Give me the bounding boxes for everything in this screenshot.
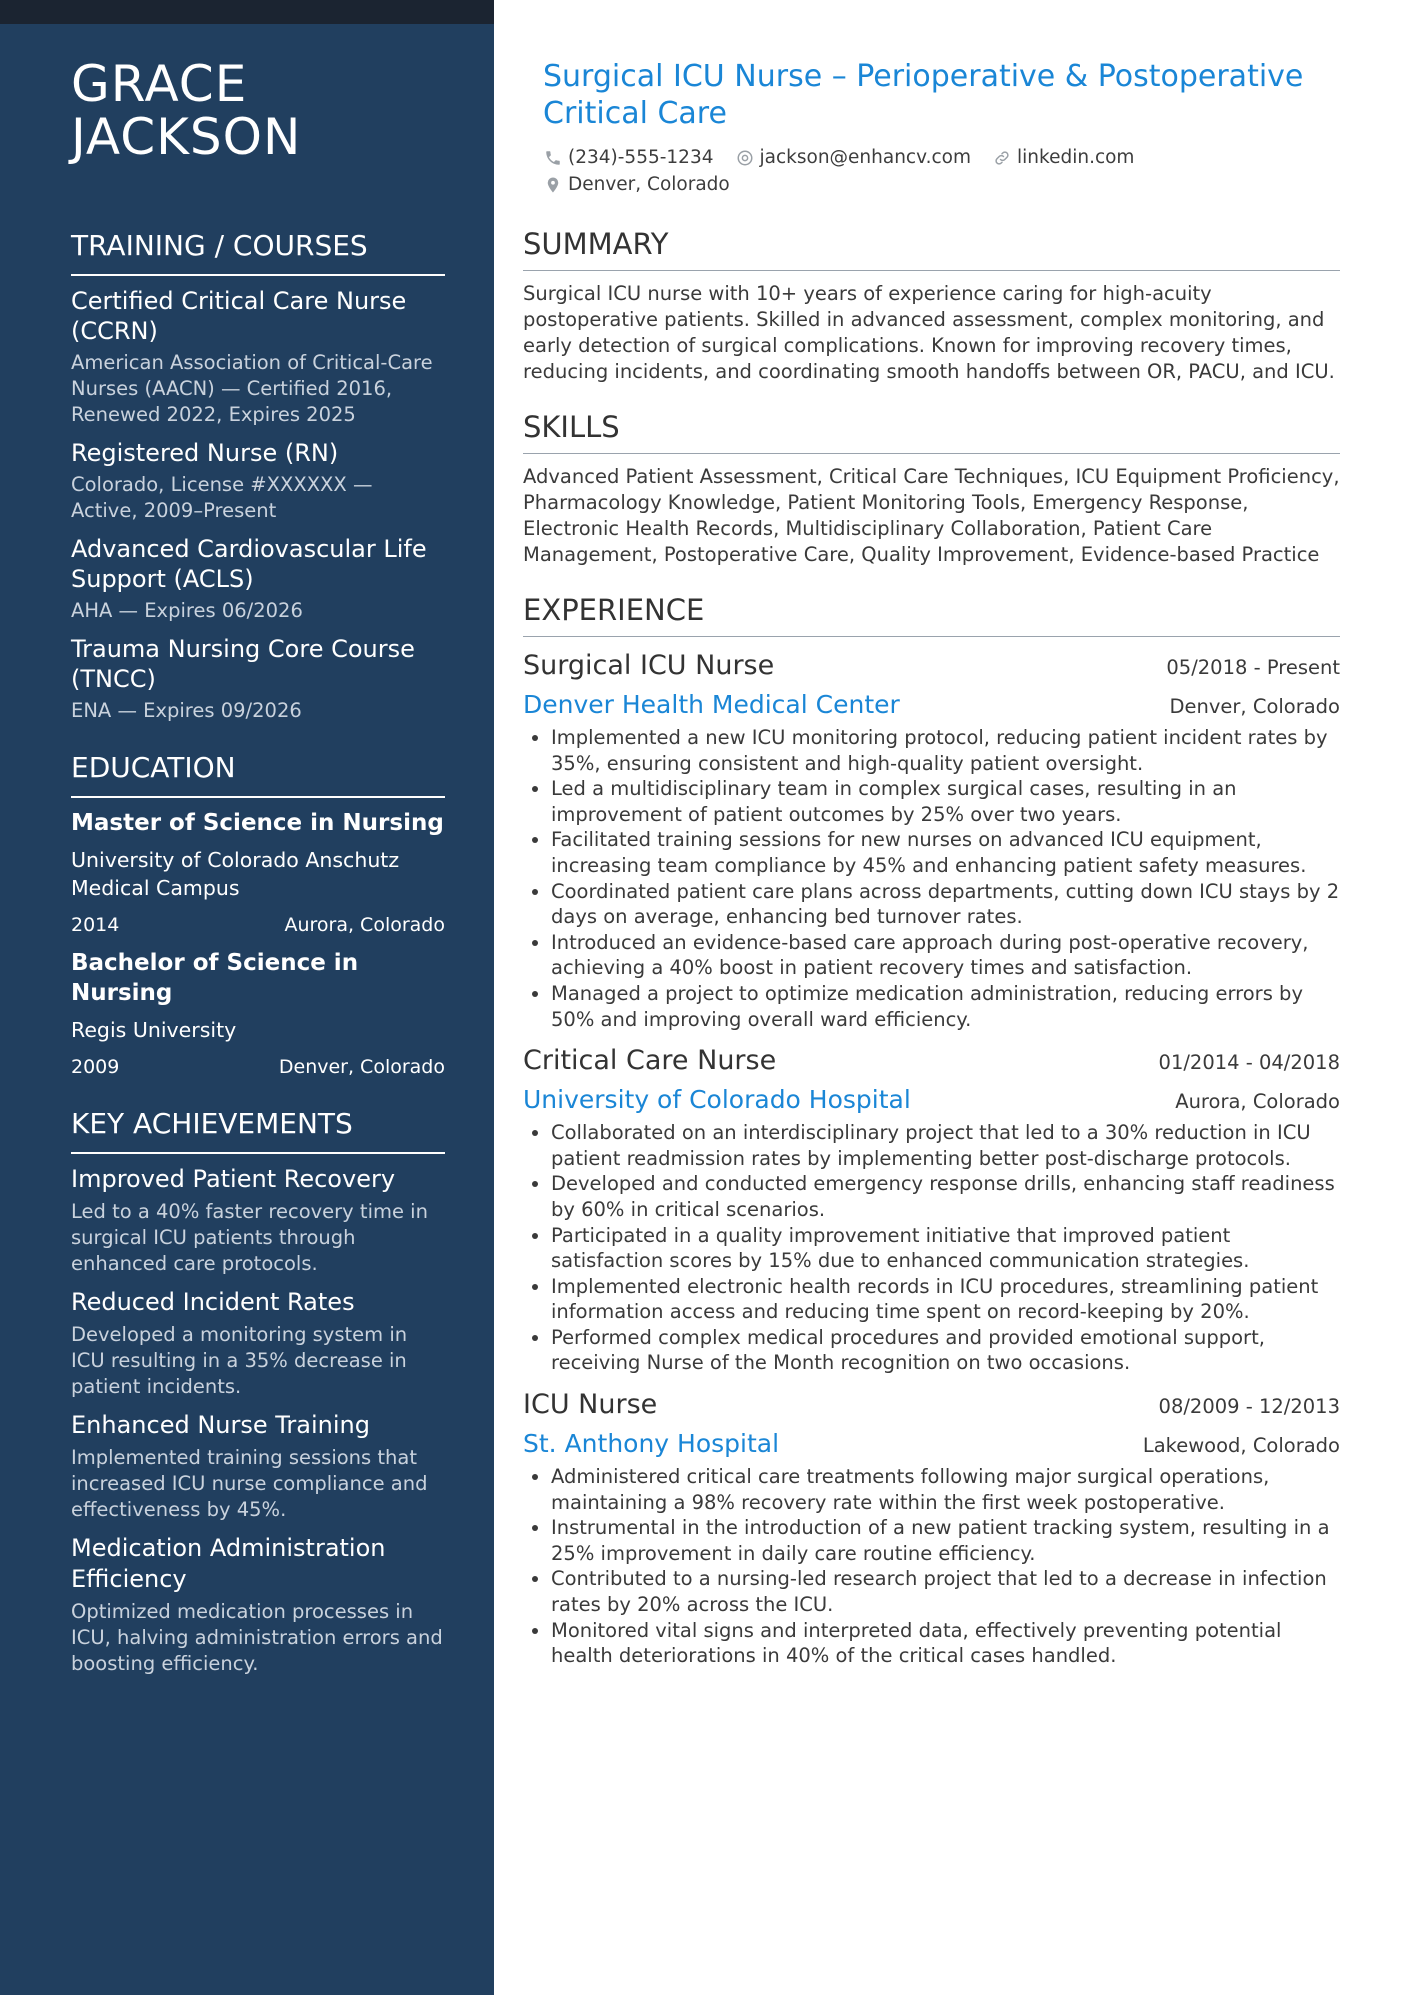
- job-dates: 05/2018 - Present: [1166, 656, 1340, 679]
- job-company: University of Colorado Hospital: [523, 1085, 911, 1115]
- job-location: Aurora, Colorado: [1175, 1090, 1340, 1114]
- job-title: ICU Nurse: [523, 1389, 658, 1421]
- course-title: Certified Critical Care Nurse (CCRN): [71, 287, 407, 345]
- achievement-item: [71, 1287, 445, 1400]
- course-title: Registered Nurse (RN): [71, 439, 339, 467]
- achievement-item: [71, 1533, 445, 1677]
- education-heading: EDUCATION: [71, 750, 445, 798]
- education-school: University of Colorado Anschutz Medical Campus: [71, 848, 400, 900]
- job-bullet: • Coordinated patient care plans across departments, cutting down ICU stays by 2 days on average, enhancing bed turnover rates.: [551, 879, 1340, 930]
- job-entry: [523, 649, 1340, 1032]
- training-heading: TRAINING / COURSES: [71, 228, 445, 276]
- job-bullet: • Introduced an evidence-based care approach during post-operative recovery, achieving a 40% boost in patient recovery times and satisfaction.: [551, 930, 1340, 981]
- job-bullet: • Facilitated training sessions for new nurses on advanced ICU equipment, increasing team compliance by 45% and enhancing patient safety measures.: [551, 827, 1340, 878]
- phone-text: (234)-555-1234: [568, 147, 714, 168]
- candidate-name: [71, 55, 445, 166]
- education-school: Regis University: [71, 1018, 237, 1042]
- job-header: [523, 649, 1340, 683]
- achievement-desc: Developed a monitoring system in ICU resulting in a 35% decrease in patient incidents.: [71, 1323, 408, 1398]
- job-bullet: • Managed a project to optimize medication administration, reducing errors by 50% and improving overall ward efficiency.: [551, 981, 1340, 1032]
- contact-phone: [544, 144, 714, 171]
- job-bullets: [523, 1120, 1340, 1376]
- job-bullet: • Performed complex medical procedures and provided emotional support, receiving Nurse of the Month recognition on two occasions.: [551, 1325, 1340, 1376]
- achievement-title: Medication Administration Efficiency: [71, 1534, 386, 1593]
- at-icon: [736, 149, 754, 167]
- job-bullet: • Monitored vital signs and interpreted data, effectively preventing potential health deteriorations in 40% of the critical cases handled.: [551, 1618, 1340, 1669]
- job-company: St. Anthony Hospital: [523, 1429, 780, 1459]
- job-title: Critical Care Nurse: [523, 1045, 777, 1077]
- course-detail: ENA — Expires 09/2026: [71, 699, 302, 722]
- job-subheader: [523, 1084, 1340, 1116]
- job-dates: 01/2014 - 04/2018: [1158, 1051, 1340, 1075]
- achievement-title: Enhanced Nurse Training: [71, 1411, 370, 1439]
- job-header: [523, 1044, 1340, 1078]
- summary-section: [523, 226, 1340, 385]
- job-bullet: • Collaborated on an interdisciplinary project that led to a 30% reduction in ICU patient readmission rates by implementing better post-discharge protocols.: [551, 1120, 1340, 1171]
- name-last: JACKSON: [71, 108, 302, 166]
- experience-section: [523, 592, 1340, 1669]
- job-bullet: • Implemented a new ICU monitoring protocol, reducing patient incident rates by 35%, ensuring consistent and high-quality patient oversight.: [551, 725, 1340, 776]
- experience-heading: EXPERIENCE: [523, 592, 1340, 637]
- location-text: Denver, Colorado: [568, 174, 730, 195]
- achievement-desc: Implemented training sessions that increased ICU nurse compliance and effectiveness by 45%.: [71, 1446, 428, 1521]
- education-item: [71, 808, 445, 938]
- sidebar-top-bar: [0, 0, 494, 24]
- education-item: [71, 948, 445, 1080]
- job-bullets: [523, 725, 1340, 1032]
- education-meta: [71, 912, 445, 938]
- achievement-desc: Optimized medication processes in ICU, halving administration errors and boosting efficiency.: [71, 1600, 443, 1675]
- job-title: Surgical ICU Nurse: [523, 650, 775, 681]
- education-meta: [71, 1054, 445, 1080]
- sidebar: [0, 0, 494, 1995]
- contact-row: [544, 171, 1340, 198]
- summary-text: Surgical ICU nurse with 10+ years of experience caring for high-acuity postoperative patients. Skilled in advanced assessment, complex monitoring, and early detection of surgical complications. Known for improving recovery times, reducing incidents, and coordinating smooth handoffs between OR, PACU, and ICU.: [523, 282, 1335, 383]
- education-year: 2009: [71, 1056, 120, 1078]
- achievements-heading: KEY ACHIEVEMENTS: [71, 1106, 445, 1154]
- achievement-item: [71, 1164, 445, 1277]
- contact-row: [544, 144, 1340, 171]
- skills-heading: SKILLS: [523, 409, 1340, 454]
- job-company: Denver Health Medical Center: [523, 690, 900, 719]
- contact-linkedin[interactable]: [993, 144, 1134, 171]
- link-icon: [993, 149, 1011, 167]
- job-subheader: [523, 689, 1340, 721]
- headline: Surgical ICU Nurse – Perioperative & Postoperative Critical Care: [543, 59, 1304, 131]
- achievement-title: Improved Patient Recovery: [71, 1165, 396, 1193]
- achievement-item: [71, 1410, 445, 1523]
- job-bullet: • Developed and conducted emergency response drills, enhancing staff readiness by 60% in critical scenarios.: [551, 1171, 1340, 1222]
- education-degree: Bachelor of Science in Nursing: [71, 950, 359, 1006]
- name-first: GRACE: [71, 55, 248, 113]
- job-header: [523, 1388, 1340, 1422]
- summary-heading: SUMMARY: [523, 226, 1340, 271]
- job-bullet: • Led a multidisciplinary team in complex surgical cases, resulting in an improvement of patient outcomes by 25% over two years.: [551, 776, 1340, 827]
- job-bullet: • Administered critical care treatments following major surgical operations, maintaining a 98% recovery rate within the first week postoperative.: [551, 1464, 1340, 1515]
- contact-email[interactable]: [736, 144, 972, 171]
- job-entry: [523, 1044, 1340, 1376]
- course-title: Advanced Cardiovascular Life Support (ACLS): [71, 535, 427, 593]
- course-item: [71, 438, 445, 524]
- course-detail: AHA — Expires 06/2026: [71, 599, 303, 622]
- achievement-title: Reduced Incident Rates: [71, 1288, 355, 1316]
- education-year: 2014: [71, 914, 120, 936]
- education-section: [71, 750, 445, 1080]
- contact-info: [544, 144, 1340, 198]
- course-detail: American Association of Critical-Care Nurses (AACN) — Certified 2016, Renewed 2022, Expires 2025: [71, 351, 433, 426]
- email-text[interactable]: jackson@enhancv.com: [759, 147, 972, 168]
- location-pin-icon: [544, 176, 562, 194]
- job-location: Denver, Colorado: [1169, 695, 1340, 718]
- main-content: [523, 58, 1340, 1669]
- job-location: Lakewood, Colorado: [1142, 1434, 1340, 1458]
- job-bullet: • Implemented electronic health records in ICU procedures, streamlining patient information access and reducing time spent on record-keeping by 20%.: [551, 1274, 1340, 1325]
- contact-location: [544, 171, 730, 198]
- course-item: [71, 534, 445, 624]
- skills-text: Advanced Patient Assessment, Critical Care Techniques, ICU Equipment Proficiency, Pharmacology Knowledge, Patient Monitoring Tools, Emergency Response, Electronic Health Records, Multidisciplinary Collaboration, Patient Care Management, Postoperative Care, Quality Improvement, Evidence-based Practice: [523, 465, 1340, 566]
- course-item: [71, 634, 445, 724]
- course-item: [71, 286, 445, 428]
- education-location: Denver, Colorado: [278, 1056, 445, 1078]
- education-location: Aurora, Colorado: [284, 914, 445, 936]
- job-bullets: [523, 1464, 1340, 1669]
- job-bullet: • Contributed to a nursing-led research project that led to a decrease in infection rates by 20% across the ICU.: [551, 1566, 1340, 1617]
- linkedin-text[interactable]: linkedin.com: [1017, 147, 1135, 168]
- achievement-desc: Led to a 40% faster recovery time in surgical ICU patients through enhanced care protocols.: [71, 1200, 428, 1275]
- skills-section: [523, 409, 1340, 568]
- job-entry: [523, 1388, 1340, 1669]
- phone-icon: [544, 149, 562, 167]
- achievements-section: [71, 1106, 445, 1677]
- job-bullet: • Instrumental in the introduction of a new patient tracking system, resulting in a 25% improvement in daily care routine efficiency.: [551, 1515, 1340, 1566]
- course-title: Trauma Nursing Core Course (TNCC): [71, 635, 415, 693]
- course-detail: Colorado, License #XXXXXX — Active, 2009–Present: [71, 473, 373, 522]
- education-degree: Master of Science in Nursing: [71, 810, 444, 836]
- job-subheader: [523, 1428, 1340, 1460]
- training-section: [71, 228, 445, 724]
- job-bullet: • Participated in a quality improvement initiative that improved patient satisfaction scores by 15% due to enhanced communication strategies.: [551, 1223, 1340, 1274]
- job-dates: 08/2009 - 12/2013: [1158, 1395, 1340, 1419]
